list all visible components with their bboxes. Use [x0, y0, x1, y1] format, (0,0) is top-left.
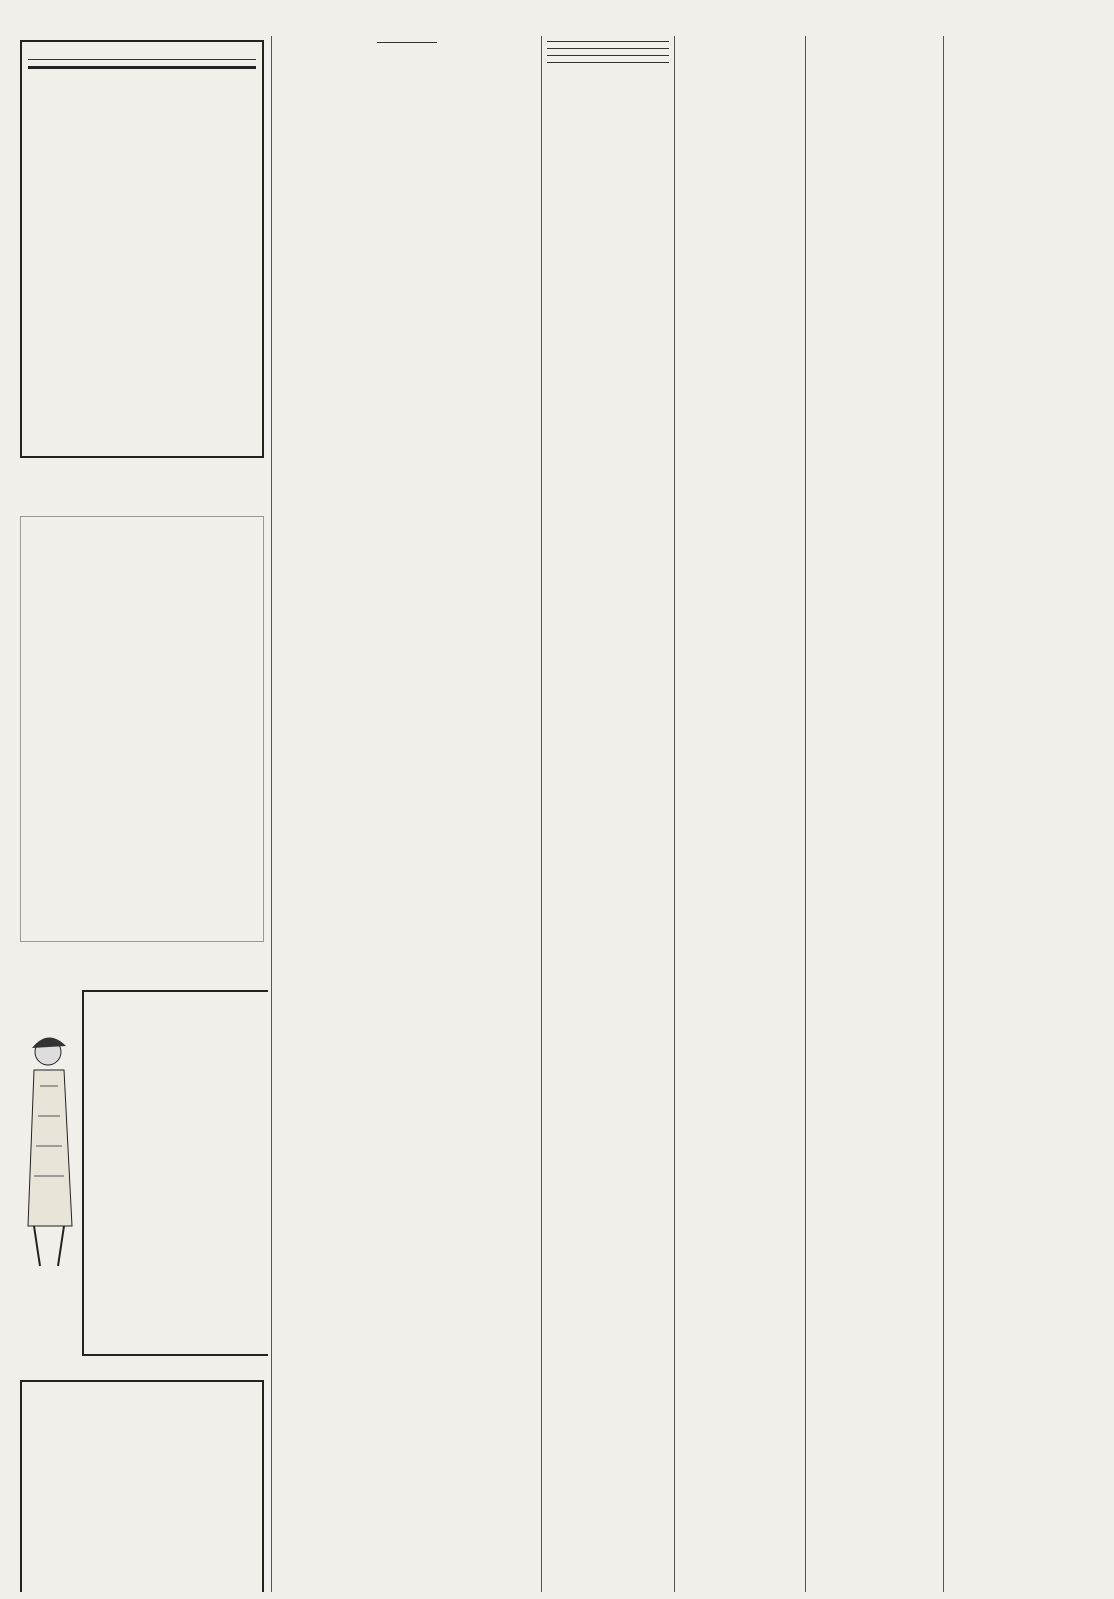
pegden-ad [20, 40, 264, 458]
woman-figure-illustration [20, 1026, 82, 1276]
column-rule [271, 36, 272, 1592]
millar-giorgi-ad [20, 516, 264, 942]
column-1 [16, 36, 268, 1592]
column-rule [805, 36, 806, 1592]
beecham-ad [20, 1380, 264, 1592]
column-2 [275, 36, 539, 1592]
veitch-allan-box [82, 990, 268, 1356]
veitch-allan-ad [20, 986, 264, 1352]
column-rule [943, 36, 944, 1592]
